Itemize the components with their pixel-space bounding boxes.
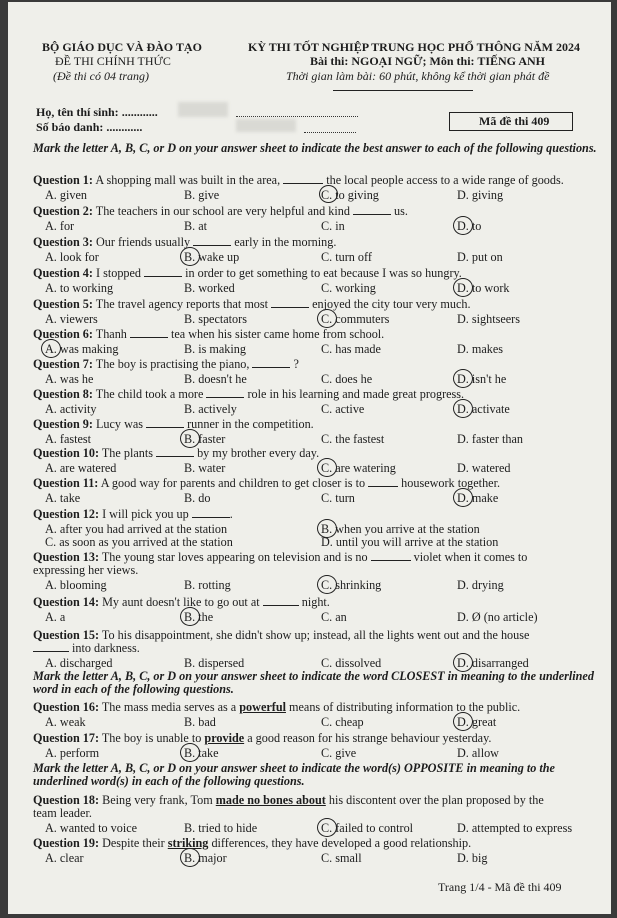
q3-option-a: A. look for [45, 250, 99, 264]
q12-answer-mark [317, 519, 337, 538]
instruction-opposite: Mark the letter A, B, C, or D on your answer sheet to indicate the word(s) OPPOSITE in meaning to the underlined word(s) in each of the following questions. [33, 761, 555, 788]
q8-option-a: A. activity [45, 402, 97, 416]
q17-option-d: D. allow [457, 746, 499, 760]
question-19: Question 19: Despite their striking differences, they have developed a good relationship. [33, 836, 472, 850]
q10-option-a: A. are watered [45, 461, 117, 475]
q4-answer-mark [453, 278, 473, 297]
exam-time: Thời gian làm bài: 60 phút, không kể thời gian phát đề [286, 69, 550, 83]
q19-option-a: A. clear [45, 851, 84, 865]
ministry-name: BỘ GIÁO DỤC VÀ ĐÀO TẠO [42, 40, 202, 54]
header-rule [333, 90, 473, 91]
q4-option-a: A. to working [45, 281, 114, 295]
question-10: Question 10: The plants by my brother every day. [33, 446, 320, 460]
q16-option-d: D. great [457, 715, 497, 729]
question-13-continued: expressing her views. [33, 563, 139, 577]
q17-answer-mark [180, 743, 200, 762]
q1-option-b: B. give [184, 188, 220, 202]
question-9: Question 9: Lucy was runner in the competition. [33, 417, 314, 431]
q5-option-a: A. viewers [45, 312, 98, 326]
instruction-closest: Mark the letter A, B, C, or D on your answer sheet to indicate the word CLOSEST in meaning to the underlined word in each of the following questions. [33, 669, 594, 696]
exam-subject: Bài thi: NGOẠI NGỮ; Môn thi: TIẾNG ANH [310, 54, 546, 68]
q17-option-a: A. perform [45, 746, 100, 760]
q13-option-c: C. shrinking [321, 578, 382, 592]
pages-note: (Đề thi có 04 trang) [53, 69, 149, 83]
question-14: Question 14: My aunt doesn't like to go out at night. [33, 595, 330, 609]
q8-answer-mark [453, 399, 473, 418]
q18-option-a: A. wanted to voice [45, 821, 138, 835]
q11-answer-mark [453, 488, 473, 507]
exam-code: Mã đề thi 409 [479, 114, 550, 128]
q5-option-d: D. sightseers [457, 312, 520, 326]
q14-option-c: C. an [321, 610, 347, 624]
official-label: ĐỀ THI CHÍNH THỨC [55, 54, 171, 68]
q19-option-c: C. small [321, 851, 362, 865]
q15-option-a: A. discharged [45, 656, 113, 670]
candidate-name-label: Họ, tên thí sinh: ............ [36, 105, 158, 119]
q7-option-d: D. isn't he [457, 372, 507, 386]
q10-option-c: C. are watering [321, 461, 396, 475]
q2-option-d: D. to [457, 219, 482, 233]
q6-option-d: D. makes [457, 342, 504, 356]
question-16: Question 16: The mass media serves as a powerful means of distributing information to the public. [33, 700, 521, 714]
redacted-name [178, 102, 228, 117]
q9-option-a: A. fastest [45, 432, 92, 446]
q4-option-b: B. worked [184, 281, 235, 295]
question-2: Question 2: The teachers in our school are very helpful and kind us. [33, 204, 408, 218]
q19-answer-mark [180, 848, 200, 867]
q9-option-d: D. faster than [457, 432, 523, 446]
q7-option-c: C. does he [321, 372, 373, 386]
q18-option-c: C. failed to control [321, 821, 414, 835]
q3-option-d: D. put on [457, 250, 503, 264]
q2-option-a: A. for [45, 219, 75, 233]
q3-option-c: C. turn off [321, 250, 372, 264]
question-12: Question 12: I will pick you up . [33, 507, 233, 521]
q9-option-b: B. faster [184, 432, 226, 446]
q6-option-a: A. was making [45, 342, 119, 356]
question-13: Question 13: The young star loves appearing on television and is no violet when it comes to [33, 550, 528, 564]
redacted-id [236, 119, 296, 132]
question-15: Question 15: To his disappointment, she didn't show up; instead, all the lights went out and the house [33, 628, 530, 642]
q2-option-c: C. in [321, 219, 345, 233]
q18-option-b: B. tried to hide [184, 821, 258, 835]
q16-option-a: A. weak [45, 715, 86, 729]
question-1: Question 1: A shopping mall was built in the area, the local people access to a wide range of goods. [33, 173, 564, 187]
q17-option-b: B. take [184, 746, 219, 760]
q16-option-c: C. cheap [321, 715, 364, 729]
q15-option-c: C. dissolved [321, 656, 382, 670]
q5-answer-mark [317, 309, 337, 328]
exam-page [8, 2, 611, 914]
q2-answer-mark [453, 216, 473, 235]
q12-option-d: D. until you will arrive at the station [321, 535, 499, 549]
question-11: Question 11: A good way for parents and children to get closer is to housework together. [33, 476, 501, 490]
question-3: Question 3: Our friends usually early in the morning. [33, 235, 337, 249]
q11-option-b: B. do [184, 491, 211, 505]
q16-answer-mark [453, 712, 473, 731]
question-18-continued: team leader. [33, 806, 92, 820]
question-5: Question 5: The travel agency reports that most enjoyed the city tour very much. [33, 297, 471, 311]
q1-option-c: C. to giving [321, 188, 379, 202]
q10-option-d: D. watered [457, 461, 511, 475]
q4-option-c: C. working [321, 281, 376, 295]
q13-option-a: A. blooming [45, 578, 107, 592]
q12-option-b: B. when you arrive at the station [321, 522, 480, 536]
q14-answer-mark [180, 607, 200, 626]
question-18: Question 18: Being very frank, Tom made no bones about his discontent over the plan proposed by the [33, 793, 544, 807]
page-footer: Trang 1/4 - Mã đề thi 409 [438, 880, 562, 894]
q19-option-b: B. major [184, 851, 227, 865]
q11-option-c: C. turn [321, 491, 355, 505]
q19-option-d: D. big [457, 851, 488, 865]
q13-option-b: B. rotting [184, 578, 231, 592]
q8-option-b: B. actively [184, 402, 237, 416]
q7-answer-mark [453, 369, 473, 388]
id-dots-line [304, 132, 356, 133]
question-7: Question 7: The boy is practising the piano, ? [33, 357, 299, 371]
q1-option-d: D. giving [457, 188, 504, 202]
q13-option-d: D. drying [457, 578, 504, 592]
q6-option-b: B. is making [184, 342, 246, 356]
question-4: Question 4: I stopped in order to get something to eat because I was so hungry. [33, 266, 462, 280]
q16-option-b: B. bad [184, 715, 216, 729]
q5-option-c: C. commuters [321, 312, 390, 326]
q17-option-c: C. give [321, 746, 357, 760]
q5-option-b: B. spectators [184, 312, 247, 326]
q13-answer-mark [317, 575, 337, 594]
q11-option-a: A. take [45, 491, 81, 505]
exam-title: KỲ THI TỐT NGHIỆP TRUNG HỌC PHỔ THÔNG NĂM 2024 [248, 40, 580, 54]
q8-option-c: C. active [321, 402, 365, 416]
q14-option-b: B. the [184, 610, 214, 624]
q15-option-b: B. dispersed [184, 656, 245, 670]
q10-option-b: B. water [184, 461, 226, 475]
instruction-best-answer: Mark the letter A, B, C, or D on your answer sheet to indicate the best answer to each of the following questions. [33, 141, 597, 155]
q14-option-a: A. a [45, 610, 66, 624]
candidate-id-label: Số báo danh: ............ [36, 120, 143, 134]
q9-option-c: C. the fastest [321, 432, 385, 446]
q12-option-a: A. after you had arrived at the station [45, 522, 228, 536]
q2-option-b: B. at [184, 219, 208, 233]
name-dots-line [236, 116, 358, 117]
q10-answer-mark [317, 458, 337, 477]
q18-answer-mark [317, 818, 337, 837]
q3-option-b: B. wake up [184, 250, 240, 264]
q1-option-a: A. given [45, 188, 87, 202]
q7-option-a: A. was he [45, 372, 94, 386]
q6-answer-mark [41, 339, 61, 358]
question-17: Question 17: The boy is unable to provide a good reason for his strange behaviour yesterday. [33, 731, 492, 745]
q1-answer-mark [319, 185, 338, 203]
question-8: Question 8: The child took a more role in his learning and made great progress. [33, 387, 465, 401]
q12-option-c: C. as soon as you arrived at the station [45, 535, 233, 549]
question-6: Question 6: Thanh tea when his sister came home from school. [33, 327, 385, 341]
q4-option-d: D. to work [457, 281, 510, 295]
q8-option-d: D. activate [457, 402, 510, 416]
q7-option-b: B. doesn't he [184, 372, 247, 386]
q18-option-d: D. attempted to express [457, 821, 573, 835]
q15-option-d: D. disarranged [457, 656, 529, 670]
q11-option-d: D. make [457, 491, 499, 505]
q6-option-c: C. has made [321, 342, 381, 356]
question-15-continued: into darkness. [33, 642, 140, 655]
q3-answer-mark [180, 247, 200, 266]
q14-option-d: D. Ø (no article) [457, 610, 538, 624]
